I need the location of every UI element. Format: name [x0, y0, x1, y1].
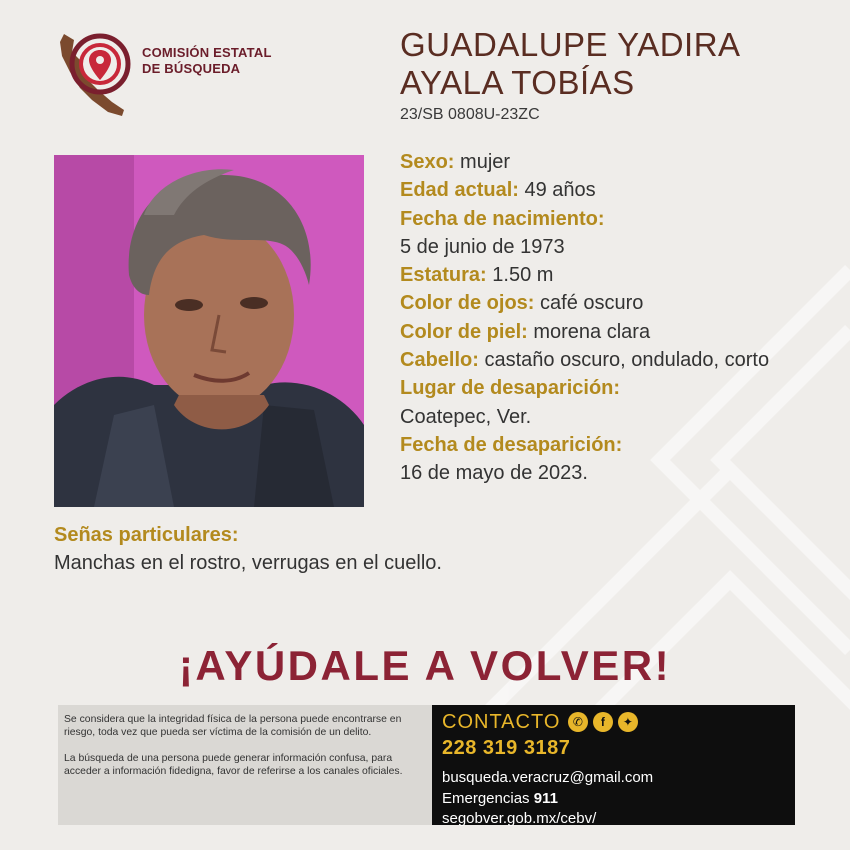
- person-name: [400, 26, 741, 102]
- detail-sexo: Sexo: mujer: [400, 151, 511, 173]
- detail-lugar: Coatepec, Ver.: [400, 405, 532, 428]
- detail-ojos: Color de ojos: café oscuro: [400, 292, 644, 315]
- twitter-icon[interactable]: ✦: [618, 712, 638, 732]
- name-line-2: AYALA TOBÍAS: [400, 64, 635, 101]
- detail-cabello: Cabello: castaño oscuro, ondulado, corto: [400, 349, 770, 372]
- contact-website[interactable]: segobver.gob.mx/cebv/: [442, 810, 597, 827]
- logo-text: COMISIÓN ESTATAL DE BÚSQUEDA: [142, 45, 272, 76]
- senas-label: Señas particulares:: [54, 524, 239, 546]
- contact-email[interactable]: busqueda.veracruz@gmail.com: [442, 769, 654, 786]
- location-pin-signal-icon: [52, 30, 142, 120]
- disclaimer-paragraph-2: La búsqueda de una persona puede generar información confusa, para acceder a información fidedigna, favor de referirse a los canales oficiales.: [64, 753, 403, 777]
- facebook-icon[interactable]: f: [593, 712, 613, 732]
- person-details: [400, 148, 840, 488]
- detail-fecha: 16 de mayo de 2023.: [400, 462, 588, 485]
- detail-nacimiento: 5 de junio de 1973: [400, 235, 565, 258]
- detail-fecha-label: Fecha de desaparición:: [400, 433, 623, 456]
- detail-edad: Edad actual: 49 años: [400, 179, 596, 202]
- slogan: ¡AYÚDALE A VOLVER!: [178, 642, 672, 689]
- contact-phone[interactable]: 228 319 3187: [442, 737, 571, 759]
- detail-nacimiento-label: Fecha de nacimiento:: [400, 207, 605, 230]
- detail-lugar-label: Lugar de desaparición:: [400, 377, 621, 400]
- disclaimer-paragraph-1: Se considera que la integridad física de la persona puede encontrarse en riesgo, toda vez que pueda ser víctima de la comisión de un delito.: [64, 714, 402, 738]
- senas-particulares: [54, 521, 442, 577]
- senas-text: Manchas en el rostro, verrugas en el cuello.: [54, 552, 442, 574]
- case-code: 23/SB 0808U-23ZC: [400, 106, 540, 123]
- detail-piel: Color de piel: morena clara: [400, 320, 651, 343]
- name-line-1: GUADALUPE YADIRA: [400, 26, 741, 63]
- contact-emergency: Emergencias 911: [442, 789, 558, 807]
- disclaimer-box: [58, 705, 432, 825]
- contact-box: [432, 705, 795, 825]
- phone-icon[interactable]: ✆: [568, 712, 588, 732]
- detail-estatura: Estatura: 1.50 m: [400, 264, 554, 287]
- contact-title: CONTACTO ✆ f ✦: [442, 709, 795, 735]
- person-photo: [54, 155, 364, 507]
